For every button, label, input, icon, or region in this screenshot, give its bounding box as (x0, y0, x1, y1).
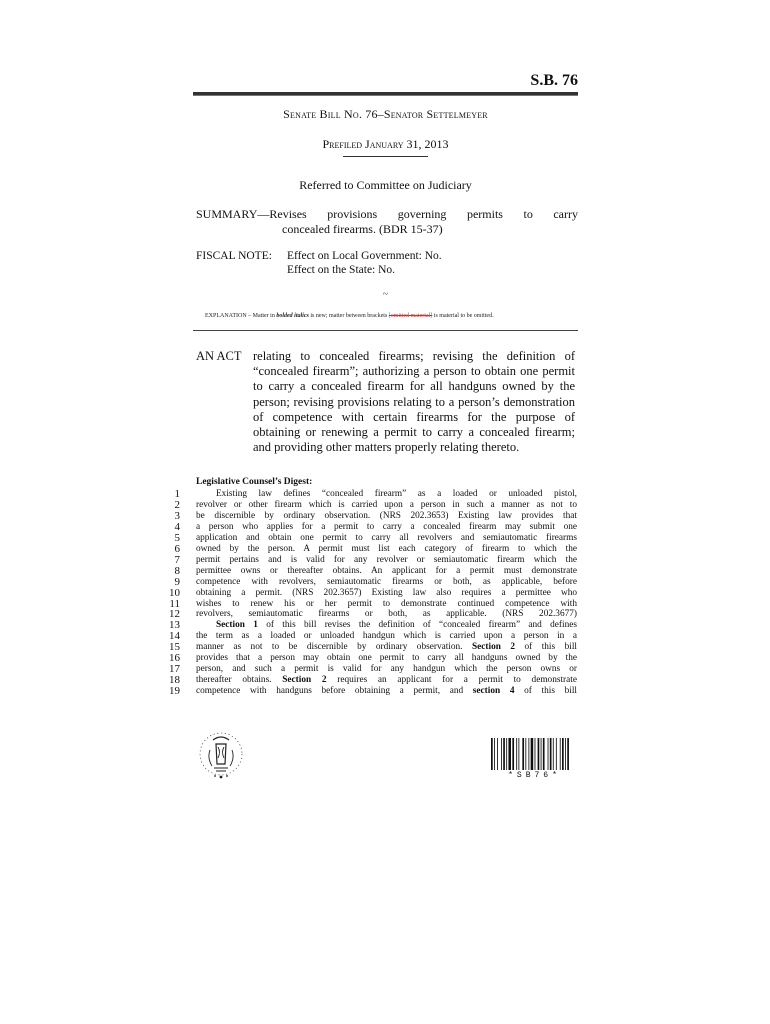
digest-text-segment: revolvers, semiautomatic firearms or both, as applicable. (NRS 202.3677) (196, 609, 577, 620)
barcode-bar (497, 738, 498, 770)
line-number: 8 (174, 564, 180, 577)
barcode-bar (541, 738, 542, 770)
digest-text-segment: owned by the person. A permit must list each category of firearm to which the (196, 543, 577, 554)
bill-number: S.B. 76 (530, 72, 578, 89)
line-number: 12 (169, 608, 180, 621)
line-number: 10 (169, 586, 180, 599)
line-number: 2 (174, 498, 180, 511)
digest-line-text (196, 544, 577, 555)
digest-line-text (196, 577, 577, 588)
line-number: 11 (169, 597, 180, 610)
summary-line1: Revises provisions governing permits to carry (269, 207, 578, 221)
digest-line-text (196, 566, 577, 577)
barcode-bar (538, 738, 540, 770)
digest-line (161, 686, 581, 697)
digest-line (161, 620, 581, 631)
title-underline (343, 156, 428, 157)
barcode-bar (503, 738, 505, 770)
barcode-bar (494, 738, 495, 770)
summary-label: SUMMARY— (196, 207, 270, 221)
digest-line-text (196, 686, 577, 697)
barcode-bar (553, 738, 554, 770)
digest-text-segment: permittee owns or thereafter obtains. An applicant for a permit must demonstrate (196, 565, 577, 576)
barcode-text: *SB76* (508, 771, 561, 780)
digest-text-segment: manner as not to be discernible by ordinary observation. (196, 642, 472, 653)
act-label: AN ACT (196, 349, 242, 363)
barcode (491, 738, 578, 770)
digest-line (161, 566, 581, 577)
digest-heading: Legislative Counsel’s Digest: (196, 477, 313, 487)
barcode-bar (543, 738, 545, 770)
line-number: 15 (169, 641, 180, 654)
digest-line (161, 522, 581, 533)
digest-line (161, 500, 581, 511)
explanation-prefix: EXPLANATION – Matter in (205, 313, 277, 319)
barcode-bar (522, 738, 524, 770)
barcode-bar (562, 738, 564, 770)
digest-line-text (196, 620, 577, 631)
header-rule (193, 92, 578, 96)
line-number: 13 (169, 619, 180, 632)
explanation-omitted: [omitted material] (388, 313, 433, 319)
nevada-seal-icon (198, 730, 244, 782)
section-reference: Section 1 (216, 620, 258, 631)
digest-line-text (196, 588, 577, 599)
barcode-bar (506, 738, 507, 770)
summary-line2: concealed firearms. (BDR 15-37) (282, 222, 443, 236)
barcode-bar (491, 738, 493, 770)
barcode-bar (501, 738, 502, 770)
digest-line (161, 599, 581, 610)
digest-line-text (196, 664, 577, 675)
fiscal-note-label: FISCAL NOTE: (196, 250, 272, 262)
digest-line (161, 533, 581, 544)
digest-line (161, 664, 581, 675)
digest-line (161, 555, 581, 566)
digest-text-segment: person, and such a permit is valid for any handgun which the person owns or (196, 664, 577, 675)
digest-line (161, 642, 581, 653)
bill-title-line: Senate Bill No. 76–Senator Settelmeyer (283, 107, 488, 121)
barcode-bar (535, 738, 536, 770)
fiscal-state: Effect on the State: No. (287, 264, 396, 276)
digest-line (161, 544, 581, 555)
digest-line-text (196, 599, 577, 610)
digest-line (161, 631, 581, 642)
separator-tilde: ~ (382, 289, 389, 300)
barcode-bar (508, 738, 511, 770)
barcode-bar (560, 738, 561, 770)
digest-text-segment: obtaining a permit. (NRS 202.3657) Existing law also requires a permittee who (196, 587, 577, 598)
digest-text-segment: of this bill (514, 686, 577, 697)
digest-line-text (196, 631, 577, 642)
line-number: 17 (169, 663, 180, 676)
barcode-bar (531, 738, 534, 770)
digest-text-segment: provides that a person may obtain one permit to carry all handguns owned by the (196, 653, 577, 664)
digest-text-segment: revolver or other firearm which is carried upon a person in such a manner as not to (196, 499, 577, 510)
digest-line-text (196, 533, 577, 544)
digest-line-text (196, 609, 577, 620)
line-number: 6 (174, 542, 180, 555)
digest-line-text (196, 489, 577, 500)
line-number: 4 (174, 520, 180, 533)
prefiled-date: Prefiled January 31, 2013 (322, 137, 449, 151)
line-number: 1 (174, 488, 180, 500)
explanation-rule (193, 330, 578, 331)
digest-text-segment: of this bill revises the definition of “concealed firearm” and defines (257, 620, 577, 631)
explanation-bolded: bolded italics (276, 313, 309, 319)
digest-text-segment: be discernible by ordinary observation. (NRS 202.3653) Existing law provides that (196, 510, 577, 521)
act-text: relating to concealed firearms; revising the definition of “concealed firearm”; authorizing a person to obtain one permit to carry a concealed firearm for all handguns owned by the person; revising provisions relating to a person’s demonstration of competence with certain firearms for the purpose of obtaining or renewing a permit to carry a concealed firearm; and providing other matters properly relating thereto. (253, 349, 575, 455)
fiscal-local: Effect on Local Government: No. (287, 250, 442, 262)
digest-body (161, 489, 581, 697)
section-reference: Section 2 (471, 642, 516, 653)
digest-text-segment: competence with handguns before obtaining a permit, and (196, 686, 473, 697)
barcode-bar (548, 738, 549, 770)
digest-line-text (196, 675, 577, 686)
digest-line (161, 675, 581, 686)
explanation-middle: is new; matter between brackets (308, 313, 389, 319)
digest-text-segment: permit pertains and is valid for any revolver or semiautomatic firearm which the (196, 554, 577, 565)
digest-text-segment: requires an applicant for a permit to demonstrate (326, 675, 577, 686)
line-number: 19 (169, 685, 180, 698)
line-number: 7 (174, 553, 180, 566)
line-number: 16 (169, 652, 180, 665)
line-number: 5 (174, 531, 180, 544)
digest-line-text (196, 522, 577, 533)
barcode-bar (567, 738, 569, 770)
line-number: 14 (169, 630, 180, 643)
digest-text-segment: thereafter obtains. (196, 675, 283, 686)
barcode-bar (565, 738, 566, 770)
digest-line (161, 653, 581, 664)
digest-text-segment: a person who applies for a permit to carry a concealed firearm may submit one (196, 521, 577, 532)
digest-line (161, 588, 581, 599)
barcode-bar (518, 738, 519, 770)
digest-text-segment: wishes to renew his or her permit to demonstrate continued competence with (196, 598, 577, 609)
line-number: 9 (174, 575, 180, 588)
digest-line-text (196, 642, 577, 653)
digest-text-segment: application and obtain one permit to carry all revolvers and semiautomatic firearms (196, 532, 577, 543)
summary (196, 207, 578, 237)
digest-text-segment: competence with revolvers, semiautomatic firearms or both, as applicable, before (196, 576, 577, 587)
digest-line-text (196, 653, 577, 664)
barcode-bar (528, 738, 529, 770)
barcode-bar (525, 738, 526, 770)
explanation (205, 313, 575, 319)
barcode-bar (512, 738, 514, 770)
fiscal-note (196, 249, 578, 277)
digest-text-segment: of this bill (515, 642, 577, 653)
barcode-bar (550, 738, 552, 770)
line-number: 18 (169, 674, 180, 687)
barcode-bar (516, 738, 517, 770)
digest-text-segment: the term as a loaded or unloaded handgun which is carried upon a person in a (196, 631, 577, 642)
digest-line (161, 609, 581, 620)
referred-to-committee: Referred to Committee on Judiciary (299, 178, 472, 192)
barcode-bar (556, 738, 557, 770)
section-reference: Section 2 (282, 675, 327, 686)
digest-line-text (196, 500, 577, 511)
digest-line (161, 489, 581, 500)
digest-line (161, 511, 581, 522)
digest-text-segment: Existing law defines “concealed firearm” as a loaded or unloaded pistol, (216, 489, 577, 499)
digest-line (161, 577, 581, 588)
section-reference: section 4 (472, 686, 515, 697)
explanation-suffix: is material to be omitted. (432, 313, 494, 319)
digest-line-text (196, 511, 577, 522)
line-number: 3 (174, 509, 180, 522)
digest-line-text (196, 555, 577, 566)
